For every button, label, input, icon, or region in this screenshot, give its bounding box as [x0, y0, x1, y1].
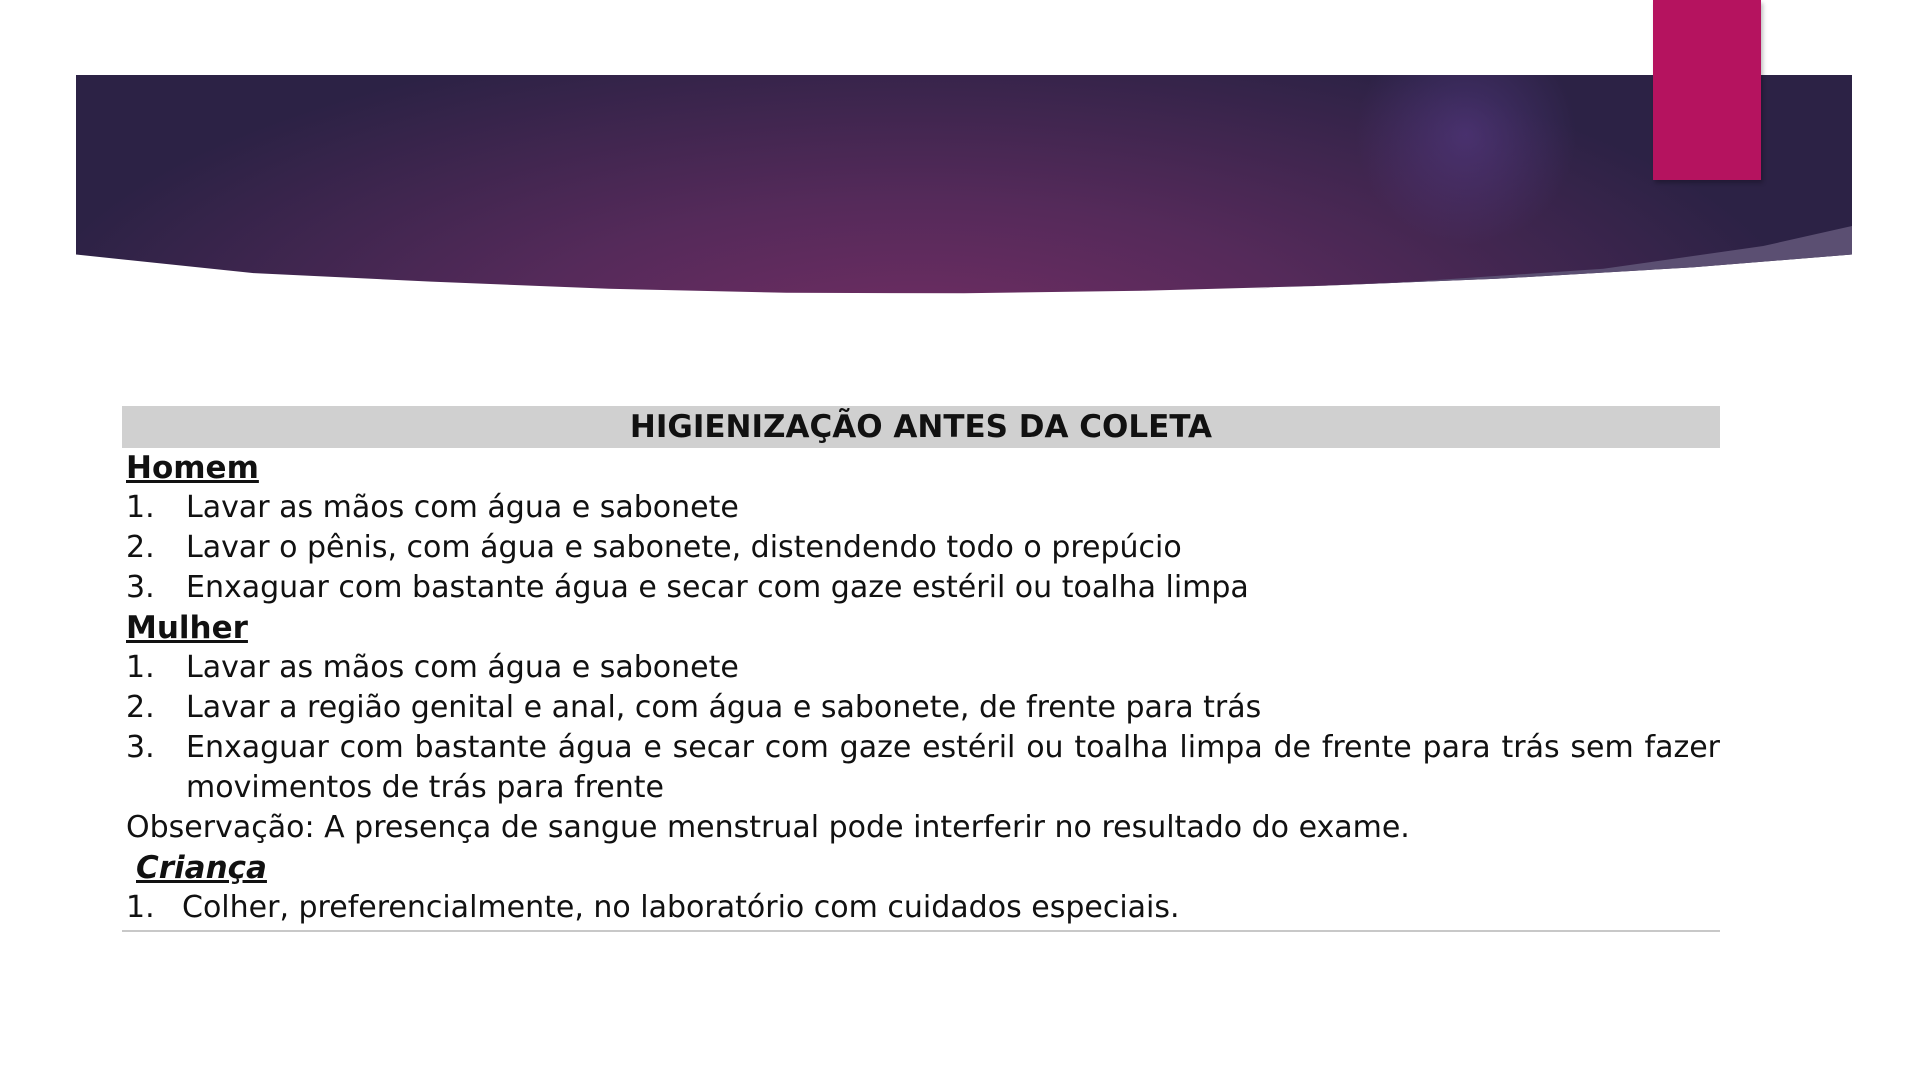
list-item: [122, 648, 1720, 688]
list-item: [122, 488, 1720, 528]
list-item: [122, 888, 1720, 928]
list-item: [122, 728, 1720, 808]
item-number: 3.: [126, 570, 155, 605]
item-text: Lavar o pênis, com água e sabonete, distendendo todo o prepúcio: [186, 530, 1182, 565]
document-title: HIGIENIZAÇÃO ANTES DA COLETA: [122, 406, 1720, 448]
item-text: Lavar as mãos com água e sabonete: [186, 490, 739, 525]
observation-note: Observação: A presença de sangue menstrual pode interferir no resultado do exame.: [126, 810, 1410, 845]
item-text: Lavar a região genital e anal, com água e sabonete, de frente para trás: [186, 690, 1262, 725]
list-item: [122, 688, 1720, 728]
document-table: [122, 406, 1720, 932]
list-item: [122, 568, 1720, 608]
header-banner: [76, 75, 1852, 360]
item-text: Enxaguar com bastante água e secar com gaze estéril ou toalha limpa de frente para trás sem fazer movimentos de trás para frente: [186, 730, 1720, 805]
item-number: 3.: [126, 730, 155, 765]
list-item: [122, 528, 1720, 568]
item-number: 1.: [126, 650, 155, 685]
item-number: 1.: [126, 490, 155, 525]
section-heading-homem: Homem: [126, 450, 259, 486]
section-heading-crianca: Criança: [136, 850, 267, 886]
item-text: Colher, preferencialmente, no laboratório com cuidados especiais.: [182, 890, 1180, 925]
item-number: 2.: [126, 530, 155, 565]
item-text: Enxaguar com bastante água e secar com gaze estéril ou toalha limpa: [186, 570, 1249, 605]
section-heading-mulher: Mulher: [126, 610, 248, 646]
item-number: 2.: [126, 690, 155, 725]
item-number: 1.: [126, 890, 155, 925]
bottom-divider: [122, 930, 1720, 932]
item-text: Lavar as mãos com água e sabonete: [186, 650, 739, 685]
accent-tab: [1653, 0, 1761, 180]
